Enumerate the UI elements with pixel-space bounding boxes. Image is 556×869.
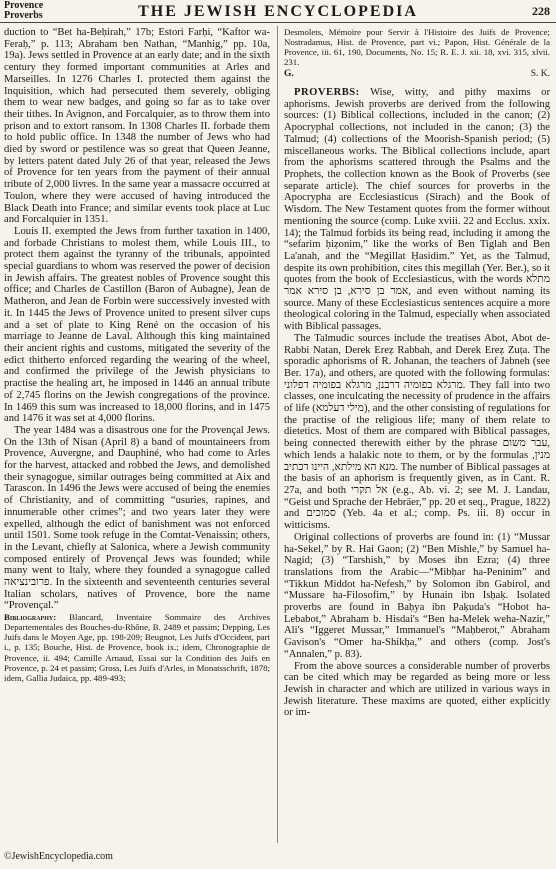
- signature: [284, 69, 550, 81]
- bibliography: [4, 612, 270, 683]
- footer-credit: ©JewishEncyclopedia.com: [4, 851, 113, 862]
- page-number: 228: [532, 4, 550, 18]
- paragraph: Louis II. exempted the Jews from further taxation in 1400, and forbade Christians to molest them, while Louis III., to protect them against the tyranny of the tribunals, appointed special guardians to whom was reserved the power of decision in Jewish affairs. The greatest nobles of Provence sought this office; and Charles de Castillon (Baron of Aubagne), Jean de Matheron, and Jean de Forbin were successively invested with it. In 1445 the Jews of Provence united to present silver cups and a set of plate to King René on the occasion of his marriage to Jeanne de Laval. Although this king maintained their ancient rights and customs, mitigated the severity of the edict thitherto enforced regarding the wearing of the wheel, and confirmed the privilege of the Jewish physicians to practise the healing art, he imposed in 1446 an annual tribute of 2,745 florins on the Jewish congregations of the province. In 1469 this sum was increased to 18,000 florins, and in 1475 and 1476 it was set at 4,000 florins.: [4, 225, 270, 425]
- signature-right: S. K.: [530, 69, 550, 80]
- page-header: [0, 0, 556, 23]
- article-paragraph: [284, 87, 550, 333]
- column-divider: [277, 26, 278, 843]
- paragraph: Original collections of proverbs are found in: (1) “Mussar ha-Sekel,” by R. Hai Gaon; (2) “Ben Mishle,” by Samuel ha-Nagid; (3) “Tarshish,” by Moses ibn Ezra; (4) three translations from the Arabic—“Mibḥar ha-Peninim” and “Tikkun Middot ha-Nefesh,” by Solomon ibn Gabirol, and “Mussare ha-Filosofim,” by Hunain ibn Isḥaḳ. Isolated proverbs are found in Baḥya ibn Paḳuda's “Hobot ha-Lebabot,” Abraham b. Hisdai's “Ben ha-Melek weha-Nazir,” Ali's “Iggeret Mussar,” Immanuel's “Maḥberot,” Abraham Gavison's “Omer ha-Shikḥa,” and others (comp. Jost's “Annalen,” p. 83).: [284, 531, 550, 660]
- bibliography-label: Bibliography:: [4, 612, 57, 623]
- article-lead: Wise, witty, and pithy maxims or aphorisms. Jewish proverbs are derived from the following sources: (1) Biblical collections, included in the canon; (2) Apocryphal collections, not included in the canon; (3) the Talmud; (4) collections of the Moorish-Spanish period; (5) miscellaneous works. The Biblical collections include, apart from the aphorisms scattered through the Psalms and the Prophets, the collection known as the Book of Proverbs (see separate article). The chief sources for proverbs in the Apocrypha are Ecclesiasticus (Sirach) and the Book of Wisdom. The New Testament quotes from the former without mentioning the source (comp. Luke xviii. 22 and Ecclus. xxix. 14); the Talmud forbids its being read, including it among the “sefarim ḥiẓonim,” like the works of Ben Tiglah and Ben La'anah, and the “Megillat Ḥasidim.” Yet, as the Talmud, despite its own prohibition, cites this megillah (Yer. Ber.), so it quotes from the book of Ecclesiasticus, with the words מתלא אמר בן סירא, בן סירא אמר, and even without naming its source. Many of these Ecclesiasticus sentences acquire a more theological coloring in the Talmud, especially when associated with Biblical passages.: [284, 87, 550, 333]
- left-column: [4, 27, 270, 842]
- bibliography-continued: Desmolets, Mémoire pour Servir à l'Histoire des Juifs de Provence; Nostradamus, Hist. de Provence, part vi.; Papon, Hist. Générale de la Provence, iii. 61, 190, Documents, No. 15; R. E. J. xii. 18, xvi. 315, xlvii. 231.: [284, 27, 550, 68]
- paragraph: From the above sources a considerable number of proverbs can be cited which may be regarded as being more or less Jewish in character and which are utilized in various ways in Jewish literature. These maxims are quoted, either explicitly or im-: [284, 660, 550, 719]
- bibliography-text: Blancard, Inventaire Sommaire des Archives Departementales des Bouches-du-Rhône, B. 2489 et passim; Depping, Les Juifs dans le Moyen Age, pp. 198-209; Beugnot, Les Juifs d'Occident, part i., p. 135; Bouche, Hist. de Provence, book ix.; idem, Chronographie de Provence, ii. 494; Camille Arnaud, Essai sur la Condition des Juifs en Provence, p. 24 et passim; Gross, Les Juifs d'Arles, in Monatsschrift, 1878; idem, Gallia Judaica, pp. 489-493;: [4, 612, 270, 683]
- paragraph: The Talmudic sources include the treatises Abot, Abot de-Rabbi Natan, Derek Ereẓ Rabbah, and Derek Ereẓ Zuṭa. The sporadic aphorisms of R. Johanan, the teachers of Jabneh (see Ber. 17a), and others, are quoted with the following formulas: מרגלא בפומיה דרבנן, מרגלא בפומיה דפלוני. They fall into two classes, one inculcating the necessity of prudence in the affairs of life (מילי דעלמא), and the other consisting of regulations for the practise of the religious life; many of them relate to dietetics. Most of them are compared with Biblical passages, being connected therewith either by the phrase עבר משום, which lends a halakic note to them, or by the formulas מנין, מנא הא מילתא, היינו דכתיב. The number of Biblical passages at the basis of an aphorism is frequently given, as in Cant. R. 27a, and both אל תקרי (e.g., Ab. vi. 2; see M. J. Landau, “Geist und Sprache der Hebräer,” pp. 20 et seq., Prague, 1822) and סמוכים (Yeb. 4a et al.; comp. Ps. iii. 8) occur in witticisms.: [284, 332, 550, 532]
- paragraph: duction to “Bet ha-Beḥirah,” 17b; Estori Farḥi, “Kaftor wa-Feraḥ,” p. 113; Abraham ben Nathan, “Manhig,” pp. 10a, 19a). Jews settled in Provence at an early date; and in the sixth century they formed important communities at Arles and Marseilles. In 1276 Charles I. protected them against the Inquisition, which had persecuted them severely, obliging them to wear new badges, and going so far as to take over their tithes. In Avignon, and Forcalquier, as to throw them into prison and to extort ransom. In 1308 Charles II. forbade them to hold public office. In 1348 the number of Jews who had died by sword or pestilence was so great that Queen Jeanne, by letters patent dated July 26 of that year, released the Jews of Provence for ten years from the payment of their annual tribute of 2,000 livres. In the same year a massacre occurred at Toulon, where they were accused of having introduced the Black Death into France; and similar events took place at Luc and Forcalquier in 1351.: [4, 27, 270, 226]
- right-column: [284, 27, 550, 842]
- paragraph: The year 1484 was a disastrous one for the Provençal Jews. On the 13th of Nisan (April 8) a band of mountaineers from Provence, Auvergne, and Dauphiné, who had come to Arles for the harvest, attacked and robbed the Jews, and demolished their synagogue, similar outrages being committed at Aix and Tarascon. In 1496 the Jews were accused of being the enemies of Christianity, and of committing “usuries, rapines, and innumerable other crimes”; and two years later they were expelled, although the edict of banishment was not enforced until 1501. Some took refuge in the Comtat-Venaissin; others, in the Levant, chiefly at Salonica, where a Jewish community composed entirely of Provençal Jews was founded; while many went to Italy, where they founded a synagogue called פרובינציאה. In the sixteenth and seventeenth centuries several Italian scholars, natives of Provence, bore the name “Provençal.”: [4, 424, 270, 612]
- running-head-line1: Provence: [4, 0, 44, 11]
- signature-left: G.: [284, 69, 294, 80]
- journal-title: THE JEWISH ENCYCLOPEDIA: [138, 3, 418, 20]
- running-head-line2: Proverbs: [4, 10, 43, 21]
- article-title: PROVERBS:: [294, 87, 360, 99]
